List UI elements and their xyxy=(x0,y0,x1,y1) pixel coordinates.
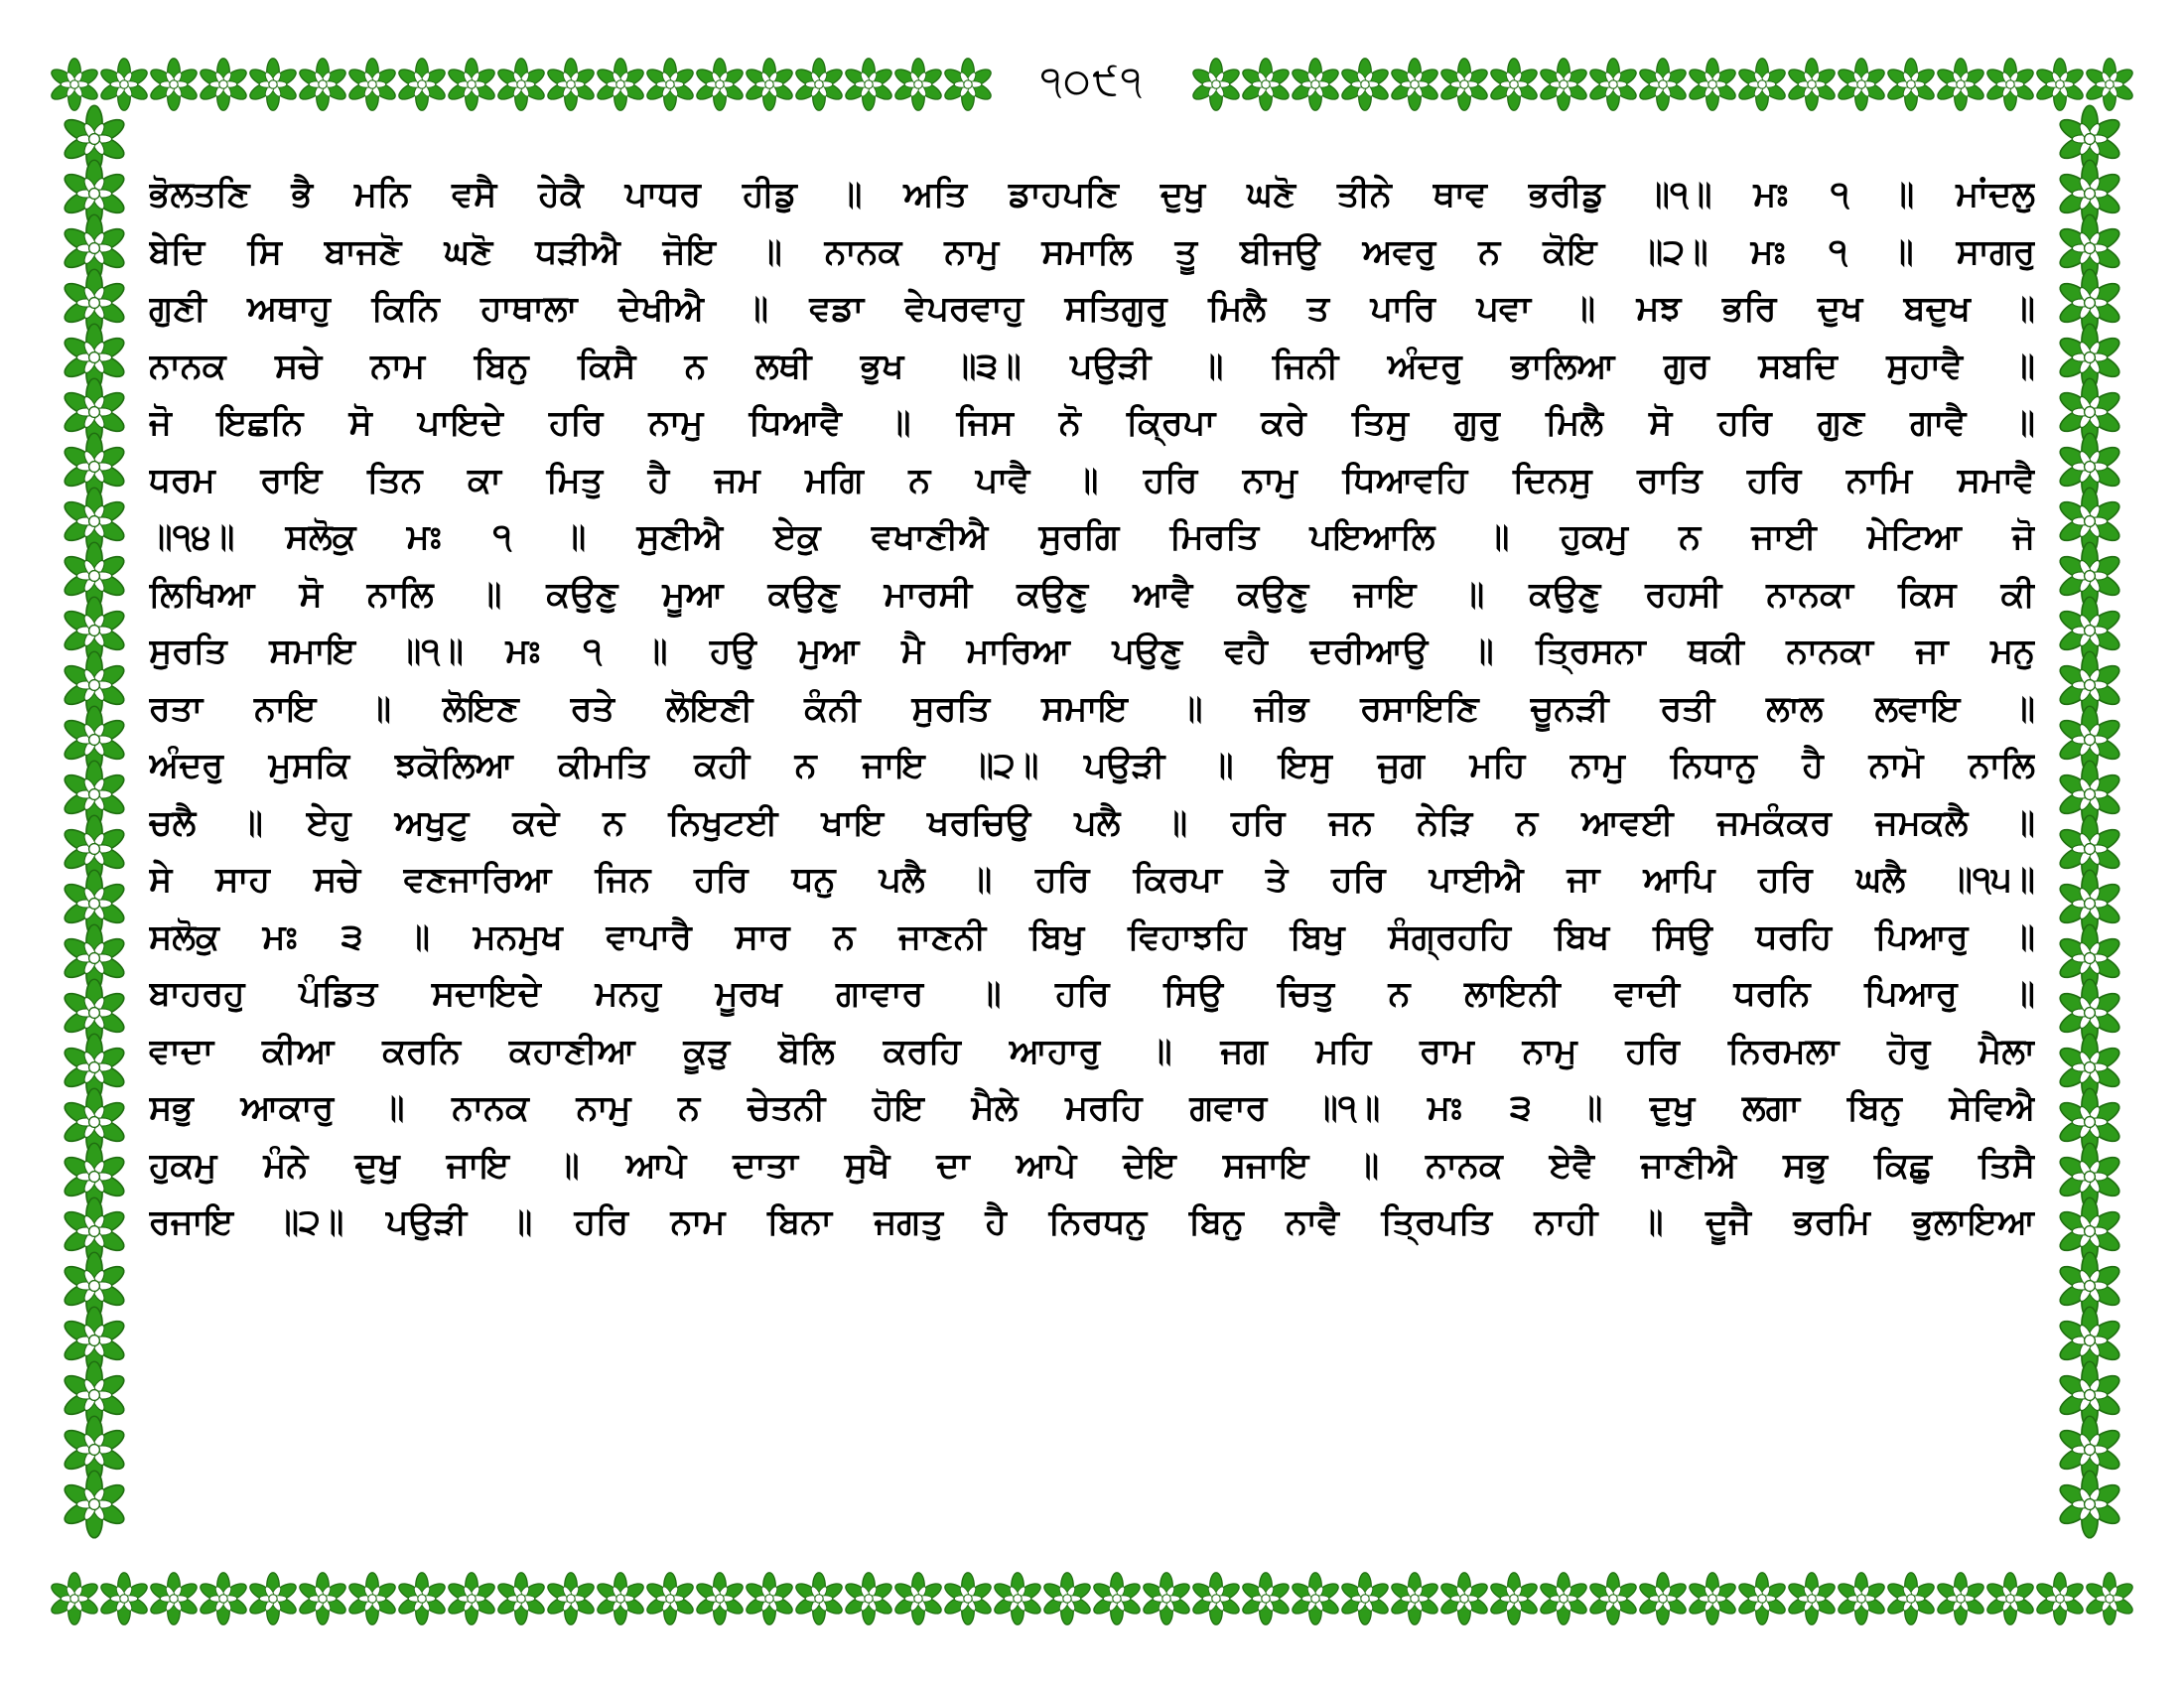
flower-ornament xyxy=(892,1573,944,1625)
flower-ornament xyxy=(2084,1573,2135,1625)
text-line: ਵਾਦਾ ਕੀਆ ਕਰਨਿ ਕਹਾਣੀਆ ਕੂੜੁ ਬੋਲਿ ਕਰਹਿ ਆਹਾਰੁ ॥ ਜਗ ਮਹਿ ਰਾਮ ਨਾਮੁ ਹਰਿ ਨਿਰਮਲਾ ਹੋਰੁ ਮੈਲਾ xyxy=(149,1031,2035,1071)
flower-ornament xyxy=(1190,59,1242,111)
flower-ornament xyxy=(694,59,746,111)
flower-ornament xyxy=(1240,1573,1292,1625)
flower-ornament xyxy=(1687,1573,1738,1625)
flower-ornament xyxy=(1141,1573,1192,1625)
flower-ornament xyxy=(396,59,448,111)
text-line: ਹੁਕਮੁ ਮੰਨੇ ਦੁਖੁ ਜਾਇ ॥ ਆਪੇ ਦਾਤਾ ਸੁਖੈ ਦਾ ਆਪੇ ਦੇਇ ਸਜਾਇ ॥ ਨਾਨਕ ਏਵੈ ਜਾਣੀਐ ਸਭੁ ਕਿਛੁ ਤਿਸੈ xyxy=(149,1145,2035,1186)
flower-ornament xyxy=(2057,1471,2123,1538)
text-line: ਬਾਹਰਹੁ ਪੰਡਿਤ ਸਦਾਇਦੇ ਮਨਹੁ ਮੂਰਖ ਗਾਵਾਰ ॥ ਹਰਿ ਸਿਉ ਚਿਤੁ ਨ ਲਾਇਨੀ ਵਾਦੀ ਧਰਨਿ ਪਿਆਰੁ ॥ xyxy=(149,974,2035,1014)
flower-ornament xyxy=(98,1573,150,1625)
flower-ornament xyxy=(1935,59,1986,111)
flower-ornament xyxy=(595,1573,646,1625)
flower-ornament xyxy=(346,1573,398,1625)
flower-ornament xyxy=(1637,59,1689,111)
text-line: ਰਤਾ ਨਾਇ ॥ ਲੋਇਣ ਰਤੇ ਲੋਇਣੀ ਕੰਨੀ ਸੁਰਤਿ ਸਮਾਇ ॥ ਜੀਭ ਰਸਾਇਣਿ ਚੂਨੜੀ ਰਤੀ ਲਾਲ ਲਵਾਇ ॥ xyxy=(149,688,2035,729)
flower-ornament xyxy=(942,59,994,111)
flower-ornament xyxy=(1290,1573,1341,1625)
flower-ornament xyxy=(49,59,100,111)
flower-ornament xyxy=(346,59,398,111)
text-line: ॥੧੪॥ ਸਲੋਕੁ ਮਃ ੧ ॥ ਸੁਣੀਐ ਏਕੁ ਵਖਾਣੀਐ ਸੁਰਗਿ ਮਿਰਤਿ ਪਇਆਲਿ ॥ ਹੁਕਮੁ ਨ ਜਾਈ ਮੇਟਿਆ ਜੋ xyxy=(149,517,2035,557)
flower-ornament xyxy=(744,1573,795,1625)
flower-ornament xyxy=(495,59,547,111)
flower-ornament xyxy=(1637,1573,1689,1625)
flower-ornament xyxy=(2084,59,2135,111)
flower-ornament xyxy=(148,1573,200,1625)
text-line: ਜੋ ਇਛਨਿ ਸੋ ਪਾਇਦੇ ਹਰਿ ਨਾਮੁ ਧਿਆਵੈ ॥ ਜਿਸ ਨੋ ਕ੍ਰਿਪਾ ਕਰੇ ਤਿਸੁ ਗੁਰੁ ਮਿਲੈ ਸੋ ਹਰਿ ਗੁਣ ਗਾਵੈ ॥ xyxy=(149,403,2035,443)
flower-ornament xyxy=(644,1573,696,1625)
flower-ornament xyxy=(1538,59,1589,111)
flower-ornament xyxy=(1587,59,1639,111)
flower-ornament xyxy=(98,59,150,111)
flower-ornament xyxy=(694,1573,746,1625)
flower-ornament xyxy=(942,1573,994,1625)
text-line: ਬੇਦਿ ਸਿ ਬਾਜਣੋ ਘਣੋ ਧੜੀਐ ਜੋਇ ॥ ਨਾਨਕ ਨਾਮੁ ਸਮਾਲਿ ਤੂ ਬੀਜਉ ਅਵਰੁ ਨ ਕੋਇ ॥੨॥ ਮਃ ੧ ॥ ਸਾਗਰੁ xyxy=(149,231,2035,272)
flower-ornament xyxy=(892,59,944,111)
flower-ornament xyxy=(843,1573,894,1625)
flower-ornament xyxy=(1984,1573,2036,1625)
flower-ornament xyxy=(297,59,348,111)
flower-ornament xyxy=(1389,1573,1440,1625)
flower-ornament xyxy=(1885,1573,1937,1625)
flower-ornament xyxy=(2034,1573,2086,1625)
flower-ornament xyxy=(644,59,696,111)
flower-ornament xyxy=(396,1573,448,1625)
text-line: ਨਾਨਕ ਸਚੇ ਨਾਮ ਬਿਨੁ ਕਿਸੈ ਨ ਲਥੀ ਭੁਖ ॥੩॥ ਪਉੜੀ ॥ ਜਿਨੀ ਅੰਦਰੁ ਭਾਲਿਆ ਗੁਰ ਸਬਦਿ ਸੁਹਾਵੈ ॥ xyxy=(149,346,2035,386)
flower-ornament xyxy=(1091,1573,1143,1625)
flower-ornament xyxy=(545,59,597,111)
flower-ornament xyxy=(1190,1573,1242,1625)
flower-ornament xyxy=(1339,59,1391,111)
flower-ornament xyxy=(495,1573,547,1625)
flower-ornament xyxy=(595,59,646,111)
flower-ornament xyxy=(1736,59,1788,111)
flower-ornament xyxy=(1538,1573,1589,1625)
flower-ornament xyxy=(1587,1573,1639,1625)
flower-ornament xyxy=(1290,59,1341,111)
text-line: ਸਭੁ ਆਕਾਰੁ ॥ ਨਾਨਕ ਨਾਮੁ ਨ ਚੇਤਨੀ ਹੋਇ ਮੈਲੇ ਮਰਹਿ ਗਵਾਰ ॥੧॥ ਮਃ ੩ ॥ ਦੁਖੁ ਲਗਾ ਬਿਨੁ ਸੇਵਿਐ xyxy=(149,1088,2035,1128)
flower-ornament xyxy=(1389,59,1440,111)
text-line: ਸਲੋਕੁ ਮਃ ੩ ॥ ਮਨਮੁਖ ਵਾਪਾਰੈ ਸਾਰ ਨ ਜਾਣਨੀ ਬਿਖੁ ਵਿਹਾਝਹਿ ਬਿਖੁ ਸੰਗ੍ਰਹਹਿ ਬਿਖ ਸਿਉ ਧਰਹਿ ਪਿਆਰੁ ॥ xyxy=(149,916,2035,957)
text-line: ਧਰਮ ਰਾਇ ਤਿਨ ਕਾ ਮਿਤੁ ਹੈ ਜਮ ਮਗਿ ਨ ਪਾਵੈ ॥ ਹਰਿ ਨਾਮੁ ਧਿਆਵਹਿ ਦਿਨਸੁ ਰਾਤਿ ਹਰਿ ਨਾਮਿ ਸਮਾਵੈ xyxy=(149,460,2035,500)
flower-ornament xyxy=(297,1573,348,1625)
flower-ornament xyxy=(545,1573,597,1625)
flower-ornament xyxy=(198,59,249,111)
flower-ornament xyxy=(1786,59,1838,111)
flower-ornament xyxy=(62,1471,128,1538)
text-line: ਅੰਦਰੁ ਮੁਸਕਿ ਝਕੋਲਿਆ ਕੀਮਤਿ ਕਹੀ ਨ ਜਾਇ ॥੨॥ ਪਉੜੀ ॥ ਇਸੁ ਜੁਗ ਮਹਿ ਨਾਮੁ ਨਿਧਾਨੁ ਹੈ ਨਾਮੋ ਨਾਲਿ xyxy=(149,746,2035,785)
flower-ornament xyxy=(247,1573,299,1625)
flower-ornament xyxy=(793,1573,845,1625)
text-line: ਲਿਖਿਆ ਸੋ ਨਾਲਿ ॥ ਕਉਣੁ ਮੂਆ ਕਉਣੁ ਮਾਰਸੀ ਕਉਣੁ ਆਵੈ ਕਉਣੁ ਜਾਇ ॥ ਕਉਣੁ ਰਹਸੀ ਨਾਨਕਾ ਕਿਸ ਕੀ xyxy=(149,574,2035,615)
flower-ornament xyxy=(1488,59,1540,111)
page-number: ੧੦੯੧ xyxy=(1008,52,1176,111)
flower-ornament xyxy=(49,1573,100,1625)
flower-ornament xyxy=(1438,1573,1490,1625)
flower-ornament xyxy=(1786,1573,1838,1625)
flower-ornament xyxy=(247,59,299,111)
flower-ornament xyxy=(1736,1573,1788,1625)
flower-ornament xyxy=(1836,59,1887,111)
text-line: ਸੇ ਸਾਹ ਸਚੇ ਵਣਜਾਰਿਆ ਜਿਨ ਹਰਿ ਧਨੁ ਪਲੈ ॥ ਹਰਿ ਕਿਰਪਾ ਤੇ ਹਰਿ ਪਾਈਐ ਜਾ ਆਪਿ ਹਰਿ ਘਲੈ ॥੧੫॥ xyxy=(149,860,2035,900)
flower-ornament xyxy=(148,59,200,111)
flower-ornament xyxy=(1935,1573,1986,1625)
flower-ornament xyxy=(446,1573,497,1625)
flower-ornament xyxy=(446,59,497,111)
flower-ornament xyxy=(1339,1573,1391,1625)
flower-ornament xyxy=(1984,59,2036,111)
flower-ornament xyxy=(1687,59,1738,111)
flower-ornament xyxy=(1488,1573,1540,1625)
text-line: ਸੁਰਤਿ ਸਮਾਇ ॥੧॥ ਮਃ ੧ ॥ ਹਉ ਮੁਆ ਮੈ ਮਾਰਿਆ ਪਉਣੁ ਵਹੈ ਦਰੀਆਉ ॥ ਤ੍ਰਿਸਨਾ ਥਕੀ ਨਾਨਕਾ ਜਾ ਮਨੁ xyxy=(149,632,2035,671)
flower-ornament xyxy=(992,1573,1043,1625)
flower-ornament xyxy=(2034,59,2086,111)
text-line: ਚਲੈ ॥ ਏਹੁ ਅਖੁਟੁ ਕਦੇ ਨ ਨਿਖੁਟਈ ਖਾਇ ਖਰਚਿਉ ਪਲੈ ॥ ਹਰਿ ਜਨ ਨੇੜਿ ਨ ਆਵਈ ਜਮਕੰਕਰ ਜਮਕਲੈ ॥ xyxy=(149,802,2035,843)
flower-ornament xyxy=(198,1573,249,1625)
text-line: ਰਜਾਇ ॥੨॥ ਪਉੜੀ ॥ ਹਰਿ ਨਾਮ ਬਿਨਾ ਜਗਤੁ ਹੈ ਨਿਰਧਨੁ ਬਿਨੁ ਨਾਵੈ ਤ੍ਰਿਪਤਿ ਨਾਹੀ ॥ ਦੂਜੈ ਭਰਮਿ ਭੁਲਾਇਆ xyxy=(149,1202,2035,1242)
flower-ornament xyxy=(843,59,894,111)
flower-ornament xyxy=(1438,59,1490,111)
flower-ornament xyxy=(793,59,845,111)
text-line: ਗੁਣੀ ਅਥਾਹੁ ਕਿਨਿ ਹਾਥਾਲਾ ਦੇਖੀਐ ॥ ਵਡਾ ਵੇਪਰਵਾਹੁ ਸਤਿਗੁਰੁ ਮਿਲੈ ਤ ਪਾਰਿ ਪਵਾ ॥ ਮਝ ਭਰਿ ਦੁਖ ਬਦੁਖ ॥ xyxy=(149,289,2035,329)
text-line: ਭੋਲਤਣਿ ਭੈ ਮਨਿ ਵਸੈ ਹੇਕੈ ਪਾਧਰ ਹੀਡੁ ॥ ਅਤਿ ਡਾਹਪਣਿ ਦੁਖੁ ਘਣੋ ਤੀਨੇ ਥਾਵ ਭਰੀਡੁ ॥੧॥ ਮਃ ੧ ॥ ਮਾਂਦਲੁ xyxy=(149,175,2035,214)
scripture-text xyxy=(149,167,2035,1252)
flower-ornament xyxy=(1885,59,1937,111)
flower-ornament xyxy=(1836,1573,1887,1625)
flower-ornament xyxy=(744,59,795,111)
flower-ornament xyxy=(1240,59,1292,111)
flower-ornament xyxy=(1041,1573,1093,1625)
